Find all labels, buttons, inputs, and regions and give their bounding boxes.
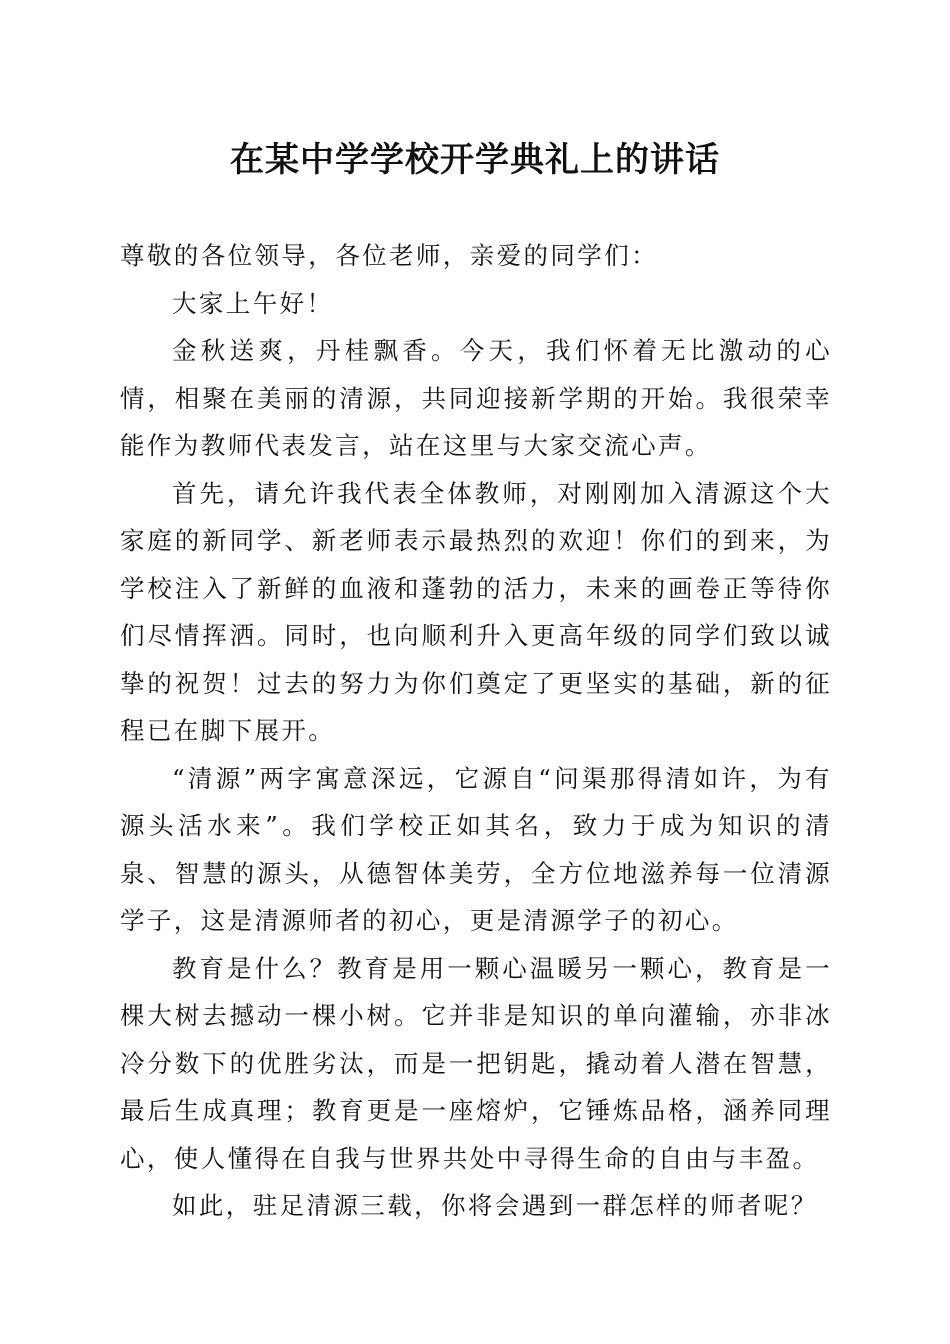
document-title: 在某中学学校开学典礼上的讲话 — [230, 140, 720, 180]
paragraph: 如此，驻足清源三载，你将会遇到一群怎样的师者呢？ — [172, 1191, 818, 1220]
paragraph: 金秋送爽，丹桂飘香。今天，我们怀着无比激动的心情，相聚在美丽的清源，共同迎接新学期的开始。我很荣幸能作为教师代表发言，站在这里与大家交流心声。 — [120, 336, 832, 460]
paragraph-greeting: 大家上午好！ — [172, 288, 334, 318]
paragraph: 首先，请允许我代表全体教师，对刚刚加入清源这个大家庭的新同学、新老师表示最热烈的欢迎！你们的到来，为学校注入了新鲜的血液和蓬勃的活力，未来的画卷正等待你们尽情挥洒。同时，也向顺利升入更高年级的同学们致以诚挚的祝贺！过去的努力为你们奠定了更坚实的基础，新的征程已在脚下展开。 — [120, 478, 832, 745]
paragraph: 教育是什么？教育是用一颗心温暖另一颗心，教育是一棵大树去撼动一棵小树。它并非是知识的单向灌输，亦非冰冷分数下的优胜劣汰，而是一把钥匙，撬动着人潜在智慧，最后生成真理；教育更是一座熔炉，它锤炼品格，涵养同理心，使人懂得在自我与世界共处中寻得生命的自由与丰盈。 — [120, 953, 832, 1173]
salutation: 尊敬的各位领导，各位老师，亲爱的同学们： — [120, 241, 658, 270]
document-body — [120, 232, 832, 1230]
paragraph: “清源”两字寓意深远，它源自“问渠那得清如许，为有源头活水来”。我们学校正如其名，致力于成为知识的清泉、智慧的源头，从德智体美劳，全方位地滋养每一位清源学子，这是清源师者的初心，更是清源学子的初心。 — [120, 763, 832, 935]
